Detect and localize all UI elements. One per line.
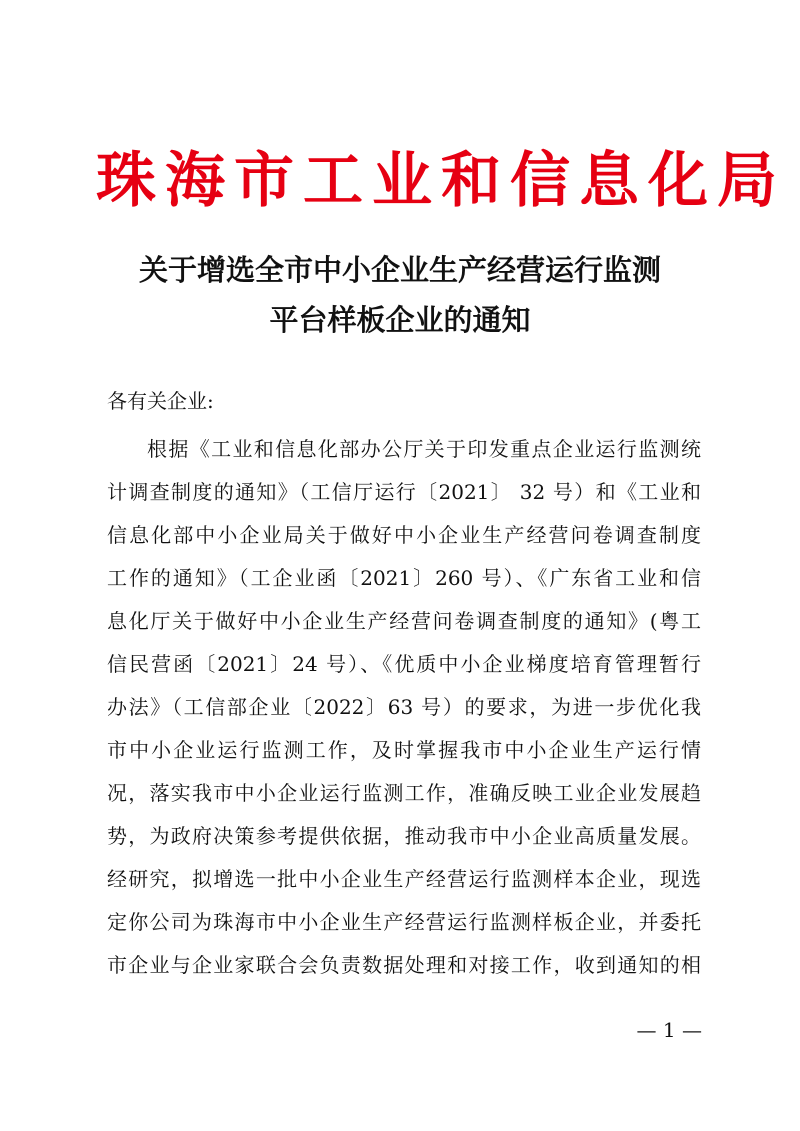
body-line: 定你公司为珠海市中小企业生产经营运行监测样板企业，并委托 <box>107 910 701 934</box>
body-line: 经研究，拟增选一批中小企业生产经营运行监测样本企业，现选 <box>107 867 701 891</box>
letterhead-organization: 珠海市工业和信息化局 <box>96 146 786 216</box>
body-line: 势，为政府决策参考提供依据，推动我市中小企业高质量发展。 <box>107 824 701 848</box>
body-line: 市企业与企业家联合会负责数据处理和对接工作，收到通知的相 <box>107 953 701 977</box>
document-title-line-1: 关于增选全市中小企业生产经营运行监测 <box>138 253 661 287</box>
body-line: 市中小企业运行监测工作，及时掌握我市中小企业生产运行情 <box>107 738 701 762</box>
body-line: 信民营函〔2021〕24 号）、《优质中小企业梯度培育管理暂行 <box>107 652 701 676</box>
salutation: 各有关企业: <box>107 389 214 413</box>
body-line: 息化厅关于做好中小企业生产经营问卷调查制度的通知》(粤工 <box>107 609 701 633</box>
body-line: 办法》（工信部企业〔2022〕63 号）的要求，为进一步优化我 <box>107 695 701 719</box>
document-title-line-2: 平台样板企业的通知 <box>269 303 531 337</box>
body-line: 根据《工业和信息化部办公厅关于印发重点企业运行监测统 <box>147 437 701 461</box>
body-line: 计调查制度的通知》（工信厅运行〔2021〕 32 号）和《工业和 <box>107 480 701 504</box>
body-line: 况，落实我市中小企业运行监测工作，准确反映工业企业发展趋 <box>107 781 701 805</box>
body-line: 信息化部中小企业局关于做好中小企业生产经营问卷调查制度 <box>107 523 701 547</box>
body-line: 工作的通知》（工企业函〔2021〕260 号）、《广东省工业和信 <box>107 566 701 590</box>
page-number: — 1 — <box>636 1018 702 1042</box>
